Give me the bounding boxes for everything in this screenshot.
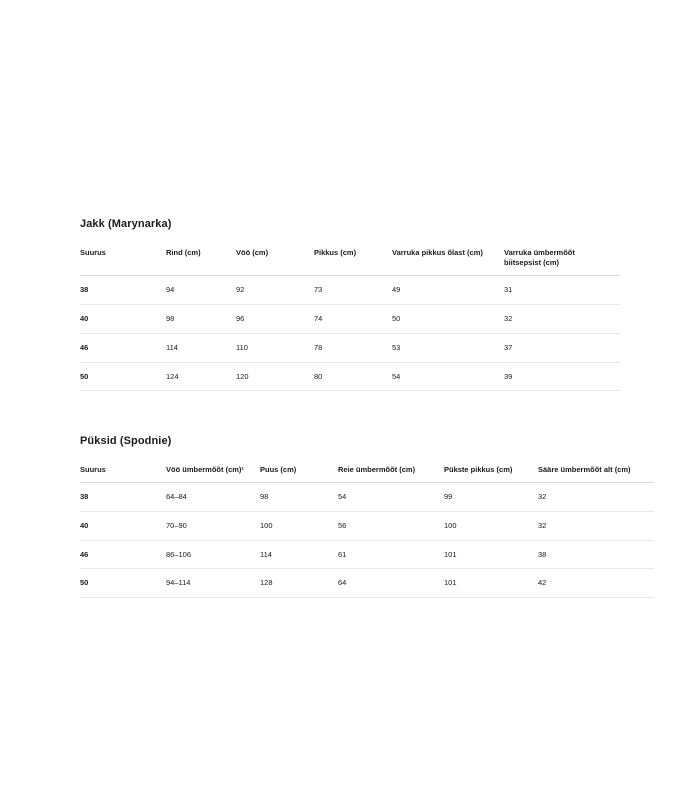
table-row: [80, 540, 654, 569]
cell-waist: 96: [236, 305, 314, 334]
column-header-voo: Vöö (cm): [236, 248, 314, 276]
cell-chest: 94: [166, 276, 236, 305]
column-header-pykste-pikkus: Pükste pikkus (cm): [444, 465, 538, 483]
cell-calf-bottom: 32: [538, 483, 654, 512]
table-row: [80, 483, 654, 512]
cell-thigh: 56: [338, 511, 444, 540]
table-row: [80, 511, 654, 540]
cell-length: 78: [314, 333, 392, 362]
section-title-trousers: Püksid (Spodnie): [80, 435, 172, 447]
cell-chest: 114: [166, 333, 236, 362]
cell-waist: 92: [236, 276, 314, 305]
cell-trouser-length: 101: [444, 569, 538, 598]
cell-length: 73: [314, 276, 392, 305]
cell-size: 50: [80, 362, 166, 391]
column-header-puus: Puus (cm): [260, 465, 338, 483]
table-header-row: [80, 465, 654, 483]
cell-thigh: 64: [338, 569, 444, 598]
cell-size: 38: [80, 483, 166, 512]
column-header-reie-umbermoot: Reie ümbermõõt (cm): [338, 465, 444, 483]
cell-size: 46: [80, 333, 166, 362]
cell-sleeve-circumference: 39: [504, 362, 620, 391]
column-header-rind: Rind (cm): [166, 248, 236, 276]
cell-sleeve-circumference: 37: [504, 333, 620, 362]
cell-calf-bottom: 42: [538, 569, 654, 598]
cell-hip: 100: [260, 511, 338, 540]
cell-length: 74: [314, 305, 392, 334]
cell-thigh: 61: [338, 540, 444, 569]
column-header-suurus: Suurus: [80, 248, 166, 276]
column-header-suurus: Suurus: [80, 465, 166, 483]
cell-length: 80: [314, 362, 392, 391]
cell-chest: 98: [166, 305, 236, 334]
size-table-trousers: [80, 465, 654, 598]
size-section-jacket: [80, 218, 620, 391]
cell-calf-bottom: 38: [538, 540, 654, 569]
cell-size: 40: [80, 305, 166, 334]
column-header-pikkus: Pikkus (cm): [314, 248, 392, 276]
cell-sleeve-circumference: 31: [504, 276, 620, 305]
table-header-row: [80, 248, 620, 276]
cell-sleeve-length: 54: [392, 362, 504, 391]
cell-size: 46: [80, 540, 166, 569]
cell-waist: 120: [236, 362, 314, 391]
cell-waist: 70–90: [166, 511, 260, 540]
column-header-saare-umbermoot: Sääre ümbermõõt alt (cm): [538, 465, 654, 483]
cell-waist: 64–84: [166, 483, 260, 512]
cell-calf-bottom: 32: [538, 511, 654, 540]
size-table-jacket: [80, 248, 620, 391]
table-row: [80, 362, 620, 391]
cell-sleeve-length: 49: [392, 276, 504, 305]
table-row: [80, 333, 620, 362]
cell-waist: 94–114: [166, 569, 260, 598]
cell-sleeve-length: 53: [392, 333, 504, 362]
column-header-varruka-pikkus: Varruka pikkus õlast (cm): [392, 248, 504, 276]
size-section-trousers: [80, 435, 631, 598]
cell-thigh: 54: [338, 483, 444, 512]
cell-hip: 114: [260, 540, 338, 569]
column-header-varruka-umbermoot: Varruka ümbermõõt biitsepsist (cm): [504, 248, 620, 276]
cell-trouser-length: 99: [444, 483, 538, 512]
table-row: [80, 305, 620, 334]
cell-sleeve-length: 50: [392, 305, 504, 334]
cell-trouser-length: 100: [444, 511, 538, 540]
table-row: [80, 276, 620, 305]
table-row: [80, 569, 654, 598]
section-title-jacket: Jakk (Marynarka): [80, 218, 172, 230]
cell-hip: 98: [260, 483, 338, 512]
cell-size: 40: [80, 511, 166, 540]
column-header-voo-umbermoot: Vöö ümbermõõt (cm)¹: [166, 465, 260, 483]
cell-sleeve-circumference: 32: [504, 305, 620, 334]
cell-hip: 128: [260, 569, 338, 598]
cell-trouser-length: 101: [444, 540, 538, 569]
cell-chest: 124: [166, 362, 236, 391]
cell-waist: 110: [236, 333, 314, 362]
cell-size: 50: [80, 569, 166, 598]
cell-size: 38: [80, 276, 166, 305]
cell-waist: 86–106: [166, 540, 260, 569]
